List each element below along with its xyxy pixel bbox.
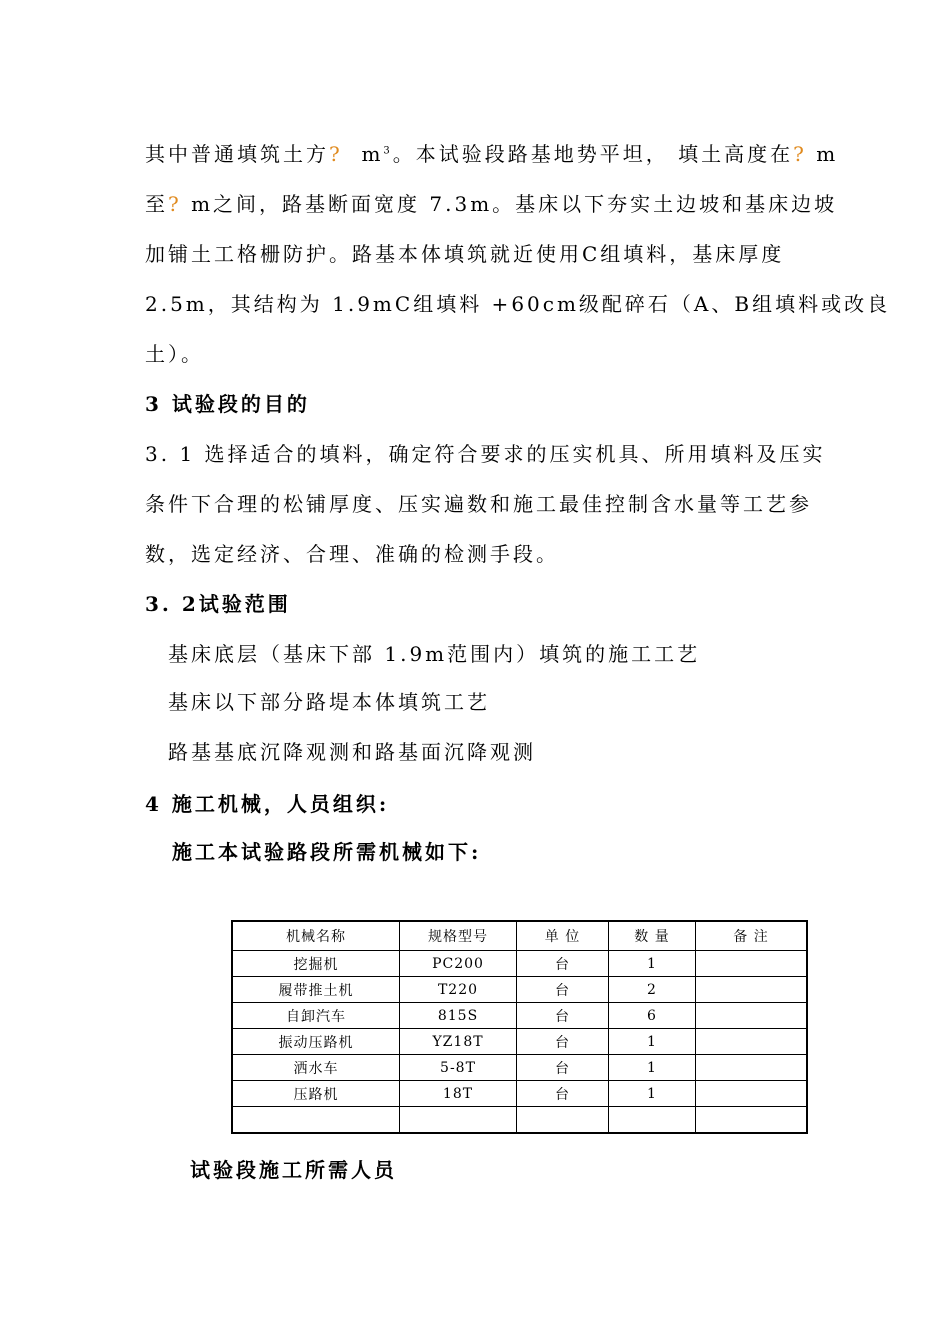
- table-cell: [517, 1107, 609, 1134]
- table-cell: 1: [609, 951, 696, 977]
- table-cell: 1: [609, 1029, 696, 1055]
- table-row: [232, 1055, 807, 1081]
- table-row: [232, 1107, 807, 1134]
- machinery-subheading: 施工本试验路段所需机械如下:: [172, 840, 482, 864]
- table-cell: [696, 1029, 808, 1055]
- text: 至: [145, 192, 168, 216]
- table-cell: 自卸汽车: [232, 1003, 400, 1029]
- unit: m: [361, 142, 384, 166]
- table-cell: [400, 1107, 517, 1134]
- table-cell: 2: [609, 977, 696, 1003]
- table-cell: 5-8T: [400, 1055, 517, 1081]
- section-heading-3-2: 3. 2试验范围: [145, 592, 291, 616]
- table-cell: [696, 977, 808, 1003]
- table-cell: [696, 1081, 808, 1107]
- text: 其中普通填筑土方: [145, 142, 329, 166]
- placeholder-mark: ?: [793, 142, 807, 166]
- table-cell: YZ18T: [400, 1029, 517, 1055]
- table-cell: T220: [400, 977, 517, 1003]
- section-heading-4: 4 施工机械，人员组织:: [145, 792, 390, 816]
- table-cell: [696, 1055, 808, 1081]
- text: 。本试验段路基地势平坦， 填土高度在: [392, 142, 794, 166]
- table-cell: 振动压路机: [232, 1029, 400, 1055]
- scope-item: 基床底层（基床下部 1.9m范围内）填筑的施工工艺: [168, 642, 701, 666]
- table-cell: 815S: [400, 1003, 517, 1029]
- table-cell: 压路机: [232, 1081, 400, 1107]
- column-header: 单 位: [517, 921, 609, 951]
- table-row: [232, 951, 807, 977]
- table-row: [232, 1081, 807, 1107]
- column-header: 备 注: [696, 921, 808, 951]
- unit: m: [816, 142, 839, 166]
- machinery-table: [231, 920, 808, 1134]
- section-3-1-line-2: 条件下合理的松铺厚度、压实遍数和施工最佳控制含水量等工艺参: [145, 492, 812, 516]
- table-cell: 台: [517, 951, 609, 977]
- table-cell: [696, 951, 808, 977]
- table-cell: 台: [517, 977, 609, 1003]
- table-row: [232, 1029, 807, 1055]
- scope-item: 基床以下部分路堤本体填筑工艺: [168, 690, 490, 714]
- paragraph-line-3: 加铺土工格栅防护。路基本体填筑就近使用C组填料，基床厚度: [145, 242, 785, 266]
- paragraph-line-2: [145, 188, 837, 217]
- section-heading-3: 3 试验段的目的: [145, 392, 310, 416]
- text: m之间，路基断面宽度 7.3m。基床以下夯实土边坡和基床边坡: [191, 192, 838, 216]
- table-cell: 台: [517, 1081, 609, 1107]
- section-3-1-line-3: 数，选定经济、合理、准确的检测手段。: [145, 542, 559, 566]
- table-cell: 18T: [400, 1081, 517, 1107]
- table-cell: 1: [609, 1055, 696, 1081]
- column-header: 规格型号: [400, 921, 517, 951]
- placeholder-mark: ?: [329, 142, 343, 166]
- table-cell: [609, 1107, 696, 1134]
- column-header: 数 量: [609, 921, 696, 951]
- superscript: 3: [383, 145, 393, 157]
- placeholder-mark: ?: [168, 192, 182, 216]
- table-cell: 台: [517, 1055, 609, 1081]
- table-cell: 洒水车: [232, 1055, 400, 1081]
- paragraph-line-1: [145, 138, 838, 167]
- column-header: 机械名称: [232, 921, 400, 951]
- table-cell: 履带推土机: [232, 977, 400, 1003]
- table-header-row: [232, 921, 807, 951]
- table-row: [232, 1003, 807, 1029]
- table-cell: 挖掘机: [232, 951, 400, 977]
- table-cell: 6: [609, 1003, 696, 1029]
- table-cell: [696, 1003, 808, 1029]
- paragraph-line-4: 2.5m，其结构为 1.9mC组填料 +60cm级配碎石（A、B组填料或改良: [145, 292, 891, 316]
- table-cell: PC200: [400, 951, 517, 977]
- section-3-1-line-1: 3. 1 选择适合的填料，确定符合要求的压实机具、所用填料及压实: [145, 442, 826, 466]
- table-cell: [232, 1107, 400, 1134]
- table-cell: 台: [517, 1003, 609, 1029]
- table-row: [232, 977, 807, 1003]
- personnel-heading: 试验段施工所需人员: [190, 1158, 397, 1182]
- scope-item: 路基基底沉降观测和路基面沉降观测: [168, 740, 536, 764]
- table-cell: 1: [609, 1081, 696, 1107]
- table-cell: [696, 1107, 808, 1134]
- paragraph-line-5: 土）。: [145, 342, 204, 366]
- table-cell: 台: [517, 1029, 609, 1055]
